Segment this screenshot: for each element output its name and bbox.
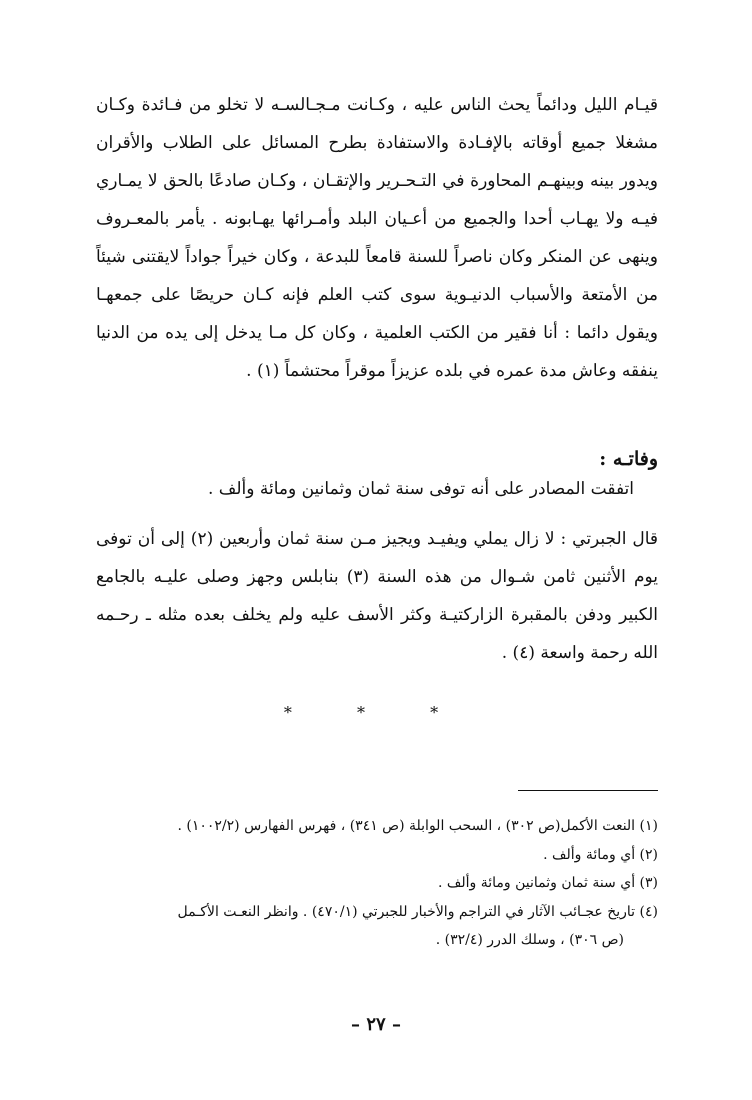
page-number: – ٢٧ – — [351, 1014, 401, 1035]
death-date-paragraph: اتفقت المصادر على أنه توفى سنة ثمان وثمانين ومائة وألف . — [207, 479, 634, 499]
paragraph-text: قال الجبرتي : لا زال يملي ويفيـد ويجيز مـن سنة ثمان وأربعين (٢) إلى أن توفى يوم الأثنين ثامن شـوال من هذه السنة (٣) بنابلس وجهز وصلى عليـه بالجامع الكبير ودفن بالمقبرة الزاركتيـة وكثر الأسف عليه ولم يخلف بعده مثله ـ رحـمه الله رحمة واسعة (٤) . — [96, 529, 659, 663]
paragraph-text: قيـام الليل ودائماً يحث الناس عليه ، وكـانت مـجـالسـه لا تخلو من فـائدة وكـان مشغلا جميع أوقاته بالإفـادة والاستفادة بطرح المسائل على الطلاب والأقران ويدور بينه وبينهـم المحاورة في التـحـرير والإتقـان ، وكـان صادعًا بالحق لا يمـاري فيـه ولا يهـاب أحدا والجميع من أعـيان البلد وأمـرائها يهـابونه . يأمر بالمعـروف وينهى عن المنكر وكان ناصراً للسنة قامعاً للبدعة ، وكان خيراً جواداً لايقتنى شيئاً من الأمتعة والأسباب الدنيـوية سوى كتب العلم فإنه كـان حريصًا على جمعهـا ويقول دائما : أنا فقير من الكتب العلمية ، وكان كل مـا يدخل إلى يده من الدنيا ينفقه وعاش مدة عمره في بلده عزيزاً موقراً محتشماً (١) . — [96, 95, 658, 381]
biography-paragraph — [96, 86, 658, 390]
footnote-4-continuation: (ص ٣٠٦) ، وسلك الدرر (٣٢/٤) . — [435, 932, 624, 948]
footnote-1: (١) النعت الأكمل(ص ٣٠٢) ، السحب الوابلة (ص ٣٤١) ، فهرس الفهارس (١٠٠٢/٢) . — [177, 818, 658, 834]
jabarti-quote-paragraph — [96, 520, 658, 672]
footnote-3: (٣) أي سنة ثمان وثمانين ومائة وألف . — [437, 875, 658, 891]
section-heading-death: وفاتـه : — [599, 448, 658, 470]
footnote-4: (٤) تاريخ عجـائب الآثار في التراجم والأخبار للجبرتي (٤٧٠/١) . وانظر النعـت الأكـمل — [177, 903, 658, 920]
footnote-2: (٢) أي ومائة وألف . — [543, 846, 658, 863]
footnote-divider — [518, 790, 658, 791]
section-separator: * * * — [283, 703, 469, 722]
footnotes — [96, 812, 658, 955]
